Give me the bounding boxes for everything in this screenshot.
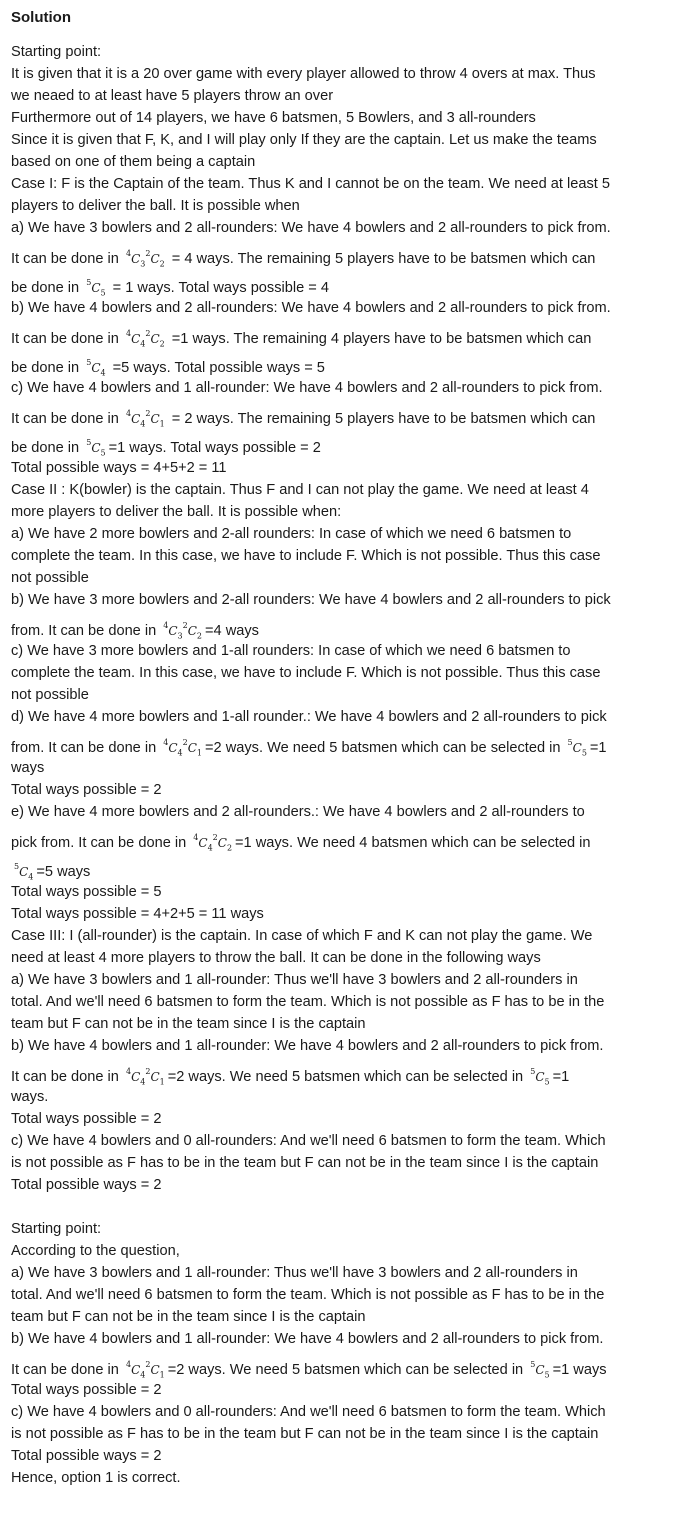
text-segment: be done in [11, 280, 84, 296]
text-line: Case II : K(bowler) is the captain. Thus F and I can not play the game. We need at least 4 [11, 482, 589, 498]
text-line: based on one of them being a captain [11, 154, 256, 170]
text-line: need at least 4 more players to throw the ball. It can be done in the following ways [11, 950, 541, 966]
formula-line [11, 239, 666, 268]
text-line: a) We have 2 more bowlers and 2-all rounders: In case of which we need 6 batsmen to [11, 526, 572, 542]
text-line: Total possible ways = 4+5+2 = 11 [11, 460, 227, 476]
text-line: Starting point: [11, 1221, 102, 1237]
text-segment: be done in [11, 360, 84, 376]
formula-line [11, 319, 666, 348]
formula-line [11, 1350, 666, 1379]
text-line: Total ways possible = 2 [11, 1382, 162, 1398]
text-line: Total possible ways = 2 [11, 1177, 162, 1193]
text-line: b) We have 3 more bowlers and 2-all rounders: We have 4 bowlers and 2 all-rounders to pick [11, 592, 611, 608]
combination-formula: $^5C_4$ [86, 358, 106, 378]
text-line: d) We have 4 more bowlers and 1-all rounder.: We have 4 bowlers and 2 all-rounders to pick [11, 709, 607, 725]
text-line: Hence, option 1 is correct. [11, 1470, 181, 1486]
text-line: a) We have 3 bowlers and 1 all-rounder: Thus we'll have 3 bowlers and 2 all-rounders in [11, 972, 578, 988]
text-line: b) We have 4 bowlers and 2 all-rounders: We have 4 bowlers and 2 all-rounders to pick from. [11, 300, 611, 316]
text-line: Total possible ways = 2 [11, 1448, 162, 1464]
text-line: not possible [11, 570, 89, 586]
text-line: total. And we'll need 6 batsmen to form the team. Which is not possible as F has to be in the [11, 1287, 605, 1303]
text-line: Total ways possible = 4+2+5 = 11 ways [11, 906, 264, 922]
combination-formula: $^4C_4^2C_2$ [125, 329, 165, 349]
combination-formula: $^4C_4^2C_1$ [163, 738, 203, 758]
formula-line [11, 268, 666, 297]
text-line: Total ways possible = 2 [11, 782, 162, 798]
formula-line [11, 611, 666, 640]
text-segment: = 2 ways. The remaining 5 players have to be batsmen which can [167, 411, 596, 427]
text-line: ways. [11, 1089, 49, 1105]
text-segment: It can be done in [11, 251, 123, 267]
text-line: team but F can not be in the team since I is the captain [11, 1016, 366, 1032]
text-line: total. And we'll need 6 batsmen to form the team. Which is not possible as F has to be in the [11, 994, 605, 1010]
combination-formula: $^4C_4^2C_1$ [125, 1360, 165, 1380]
solution-body [11, 41, 666, 1489]
combination-formula: $^4C_4^2C_2$ [193, 833, 233, 853]
text-segment: It can be done in [11, 331, 123, 347]
text-line: we neaed to at least have 5 players throw an over [11, 88, 334, 104]
text-line: complete the team. In this case, we have to include F. Which is not possible. Thus this case [11, 665, 601, 681]
text-line: is not possible as F has to be in the team but F can not be in the team since I is the captain [11, 1426, 599, 1442]
text-segment: =2 ways. We need 5 batsmen which can be selected in [167, 1362, 528, 1378]
formula-line [11, 852, 666, 881]
text-line: Starting point: [11, 44, 102, 60]
formula-line [11, 728, 666, 757]
text-line: Since it is given that F, K, and I will play only If they are the captain. Let us make the teams [11, 132, 597, 148]
combination-formula: $^4C_3^2C_2$ [125, 249, 165, 269]
text-segment: = 1 ways. Total ways possible = 4 [108, 280, 329, 296]
text-line: b) We have 4 bowlers and 1 all-rounder: We have 4 bowlers and 2 all-rounders to pick from. [11, 1331, 604, 1347]
text-line: Total ways possible = 2 [11, 1111, 162, 1127]
text-line: b) We have 4 bowlers and 1 all-rounder: We have 4 bowlers and 2 all-rounders to pick from. [11, 1038, 604, 1054]
text-segment: =5 ways. Total possible ways = 5 [108, 360, 325, 376]
solution-title: Solution [11, 9, 71, 26]
text-segment: =1 [552, 1069, 570, 1085]
text-line: ways [11, 760, 45, 776]
text-line: c) We have 4 bowlers and 1 all-rounder: We have 4 bowlers and 2 all-rounders to pick from. [11, 380, 603, 396]
text-segment: =2 ways. We need 5 batsmen which can be selected in [167, 1069, 528, 1085]
text-line: players to deliver the ball. It is possible when [11, 198, 300, 214]
text-line: more players to deliver the ball. It is possible when: [11, 504, 342, 520]
formula-line [11, 1057, 666, 1086]
combination-formula: $^5C_4$ [14, 862, 34, 882]
combination-formula: $^5C_5$ [86, 278, 106, 298]
formula-line [11, 399, 666, 428]
text-segment: from. It can be done in [11, 740, 161, 756]
text-line: Case III: I (all-rounder) is the captain. In case of which F and K can not play the game. We [11, 928, 593, 944]
text-line: e) We have 4 more bowlers and 2 all-rounders.: We have 4 bowlers and 2 all-rounders to [11, 804, 585, 820]
text-segment: =2 ways. We need 5 batsmen which can be selected in [205, 740, 565, 756]
combination-formula: $^4C_4^2C_1$ [125, 1067, 165, 1087]
text-segment: =1 ways. We need 4 batsmen which can be selected in [235, 835, 591, 851]
text-line: c) We have 3 more bowlers and 1-all rounders: In case of which we need 6 batsmen to [11, 643, 571, 659]
text-segment: =5 ways [36, 864, 91, 880]
text-line: team but F can not be in the team since I is the captain [11, 1309, 366, 1325]
text-segment: from. It can be done in [11, 623, 161, 639]
text-segment: pick from. It can be done in [11, 835, 191, 851]
combination-formula: $^5C_5$ [530, 1067, 550, 1087]
formula-line [11, 823, 666, 852]
text-segment: =4 ways [205, 623, 259, 639]
formula-line [11, 428, 666, 457]
text-line: Furthermore out of 14 players, we have 6 batsmen, 5 Bowlers, and 3 all-rounders [11, 110, 536, 126]
text-line: a) We have 3 bowlers and 2 all-rounders: We have 4 bowlers and 2 all-rounders to pick from. [11, 220, 611, 236]
text-line: According to the question, [11, 1243, 180, 1259]
text-segment: =1 [589, 740, 607, 756]
text-line: It is given that it is a 20 over game with every player allowed to throw 4 overs at max. Thus [11, 66, 596, 82]
combination-formula: $^5C_5$ [567, 738, 587, 758]
text-line: is not possible as F has to be in the team but F can not be in the team since I is the captain [11, 1155, 599, 1171]
text-line: a) We have 3 bowlers and 1 all-rounder: Thus we'll have 3 bowlers and 2 all-rounders in [11, 1265, 578, 1281]
text-segment: =1 ways [552, 1362, 607, 1378]
combination-formula: $^5C_5$ [86, 438, 106, 458]
paragraph-gap [11, 1196, 666, 1218]
text-line: c) We have 4 bowlers and 0 all-rounders: And we'll need 6 batsmen to form the team. Which [11, 1404, 606, 1420]
text-line: Total ways possible = 5 [11, 884, 162, 900]
combination-formula: $^4C_3^2C_2$ [163, 621, 203, 641]
text-segment: =1 ways. The remaining 4 players have to be batsmen which can [167, 331, 592, 347]
text-line: c) We have 4 bowlers and 0 all-rounders: And we'll need 6 batsmen to form the team. Which [11, 1133, 606, 1149]
combination-formula: $^5C_5$ [530, 1360, 550, 1380]
text-segment: It can be done in [11, 1069, 123, 1085]
text-segment: be done in [11, 440, 84, 456]
text-line: complete the team. In this case, we have to include F. Which is not possible. Thus this case [11, 548, 601, 564]
text-segment: =1 ways. Total ways possible = 2 [108, 440, 321, 456]
text-segment: It can be done in [11, 1362, 123, 1378]
text-segment: = 4 ways. The remaining 5 players have to be batsmen which can [167, 251, 596, 267]
text-line: not possible [11, 687, 89, 703]
formula-line [11, 348, 666, 377]
combination-formula: $^4C_4^2C_1$ [125, 409, 165, 429]
text-segment: It can be done in [11, 411, 123, 427]
text-line: Case I: F is the Captain of the team. Thus K and I cannot be on the team. We need at least 5 [11, 176, 610, 192]
